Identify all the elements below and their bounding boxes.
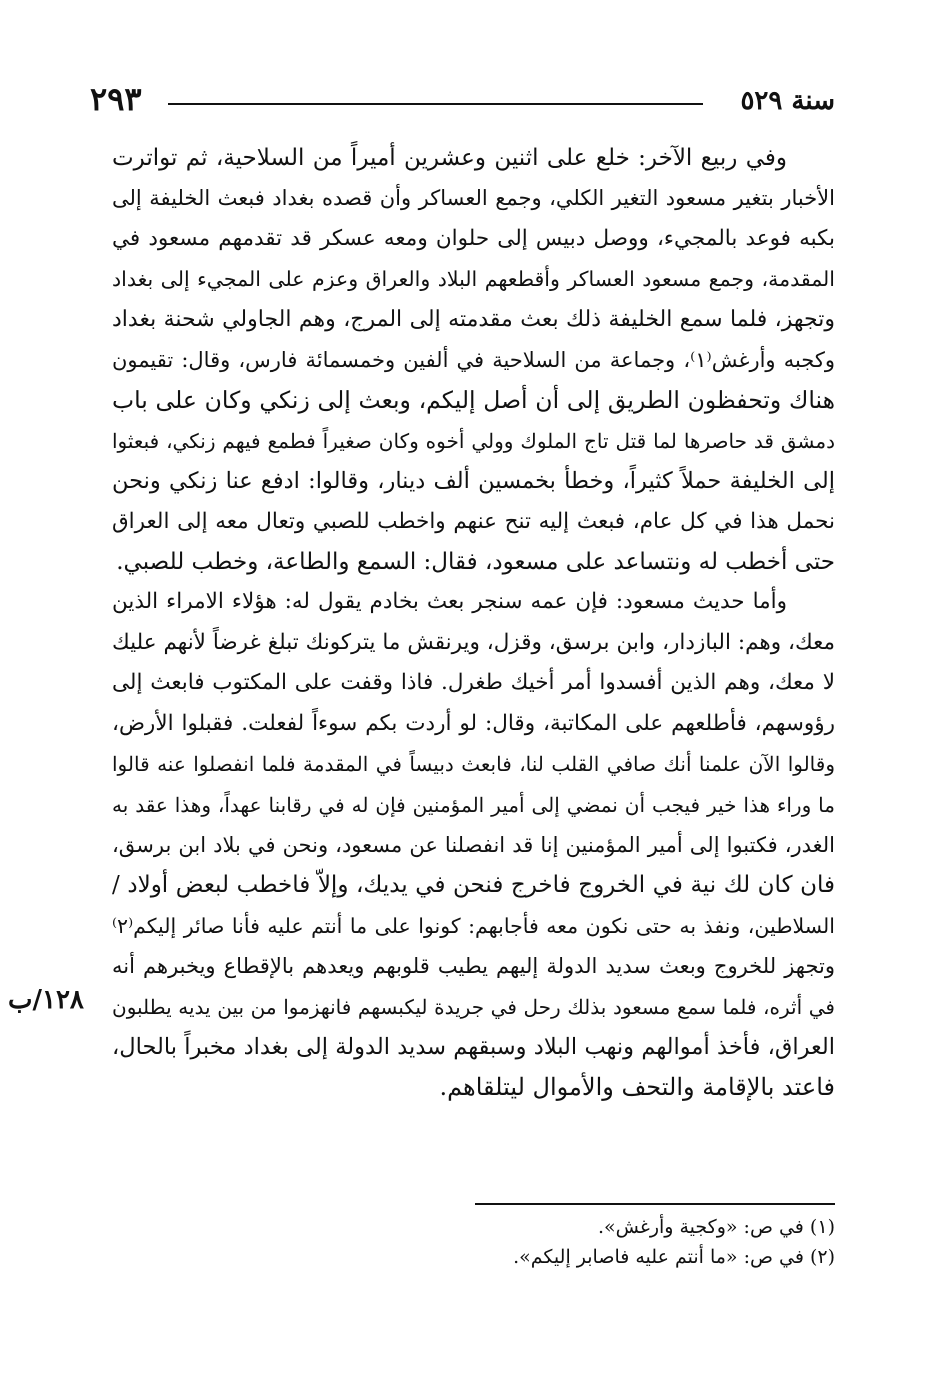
body-line: المقدمة، وجمع مسعود العساكر وأقطعهم البلاد والعراق وعزم على المجيء إلى بغداد [112, 267, 835, 292]
body-line: بكبه فوعد بالمجيء، ووصل دبيس إلى حلوان ومعه عسكر قد تقدمهم مسعود في [112, 225, 835, 251]
body-line: فان كان لك نية في الخروج فاخرج فنحن في يديك، وإلاّ فاخطب لبعض أولاد / [112, 872, 835, 899]
body-line: السلاطين، ونفذ به حتى نكون معه فأجابهم: كونوا على ما أنتم عليه فأنا صائر إليكم⁽٢⁾ [112, 913, 835, 938]
body-line: معك، وهم: البازدار، وابن برسق، وقزل، ويرنقش ما يتركونك تبلغ غرضاً لأنهم عليك [112, 629, 835, 655]
body-line: في أثره، فلما سمع مسعود بذلك رحل في جريدة ليكبسهم فانهزموا من بين يديه يطلبون [112, 994, 835, 1019]
page-number: ٢٩٣ [90, 80, 142, 118]
body-line: لا معك، وهم الذين أفسدوا أمر أخيك طغرل. فاذا وقفت على المكتوب فابعث إلى [112, 670, 835, 696]
body-line: رؤوسهم، فأطلعهم على المكاتبة، وقال: لو أردت بكم سوءاً لفعلت. فقبلوا الأرض، [112, 710, 835, 736]
body-line: وتجهز للخروج وبعث سديد الدولة إليهم يطيب قلوبهم ويعدهم بالإقطاع ويخبرهم أنه [112, 954, 835, 979]
footnote-1: (١) في ص: «وكجية وأرغش». [598, 1216, 835, 1238]
footnote-rule [475, 1203, 835, 1205]
manuscript-folio-note: ١٢٨/ب [8, 985, 84, 1015]
running-header [90, 80, 835, 126]
body-line: وكجبه وأرغش⁽١⁾، وجماعة من السلاحية في ألفين وخمسمائة فارس، وقال: تقيمون [112, 348, 835, 373]
body-line: نحمل هذا في كل عام، فبعث إليه تنح عنهم واخطب للصبي وتعال معه إلى العراق [112, 508, 835, 534]
body-line: ما وراء هذا خير فيجب أن نمضي إلى أمير المؤمنين فإن له في رقابنا عهداً، وهذا عقد به [112, 792, 835, 817]
body-line: هناك وتحفظون الطريق إلى أن أصل إليكم، وبعث إلى زنكي وكان على باب [112, 386, 835, 415]
body-line: إلى الخليفة حملاً كثيراً، وخطأ بخمسين ألف دينار، وقالوا: ادفع عنا زنكي ونحن [112, 468, 835, 495]
footnote-2: (٢) في ص: «ما أنتم عليه فاصابر إليكم». [513, 1246, 835, 1268]
body-line: فاعتد بالإقامة والتحف والأموال ليتلقاهم. [439, 1073, 835, 1102]
body-line: حتى أخطب له ونتساعد على مسعود، فقال: السمع والطاعة، وخطب للصبي. [116, 549, 835, 576]
body-line: العراق، فأخذ أموالهم ونهب البلاد وسبقهم سديد الدولة إلى بغداد مخبراً بالحال، [112, 1033, 835, 1060]
header-rule [168, 103, 703, 105]
body-text [112, 138, 835, 1108]
body-line: وأما حديث مسعود: فإن عمه سنجر بعث بخادم يقول له: هؤلاء الامراء الذين [112, 589, 787, 615]
body-line: وقالوا الآن علمنا أنك صافي القلب لنا، فابعث دبيساً في المقدمة فلما انفصلوا عنه قالوا [112, 752, 835, 777]
body-line: وفي ربيع الآخر: خلع على اثنين وعشرين أميراً من السلاحية، ثم تواترت [112, 145, 787, 171]
body-line: الغدر، فكتبوا إلى أمير المؤمنين إنا قد انفصلنا عن مسعود، ونحن في بلاد ابن برسق، [112, 832, 835, 857]
body-line: وتجهز، فلما سمع الخليفة ذلك بعث مقدمته إلى المرج، وهم الجاولي شحنة بغداد [112, 306, 835, 332]
body-line: دمشق قد حاصرها لما قتل تاج الملوك وولي أخوه وكان صغيراً فطمع فيهم زنكي، فبعثوا [112, 428, 835, 453]
footnotes [513, 1212, 835, 1272]
header-year: سنة ٥٢٩ [740, 86, 835, 116]
body-line: الأخبار بتغير مسعود التغير الكلي، وجمع العساكر وأن قصده بغداد فبعث الخليفة إلى [112, 186, 835, 211]
